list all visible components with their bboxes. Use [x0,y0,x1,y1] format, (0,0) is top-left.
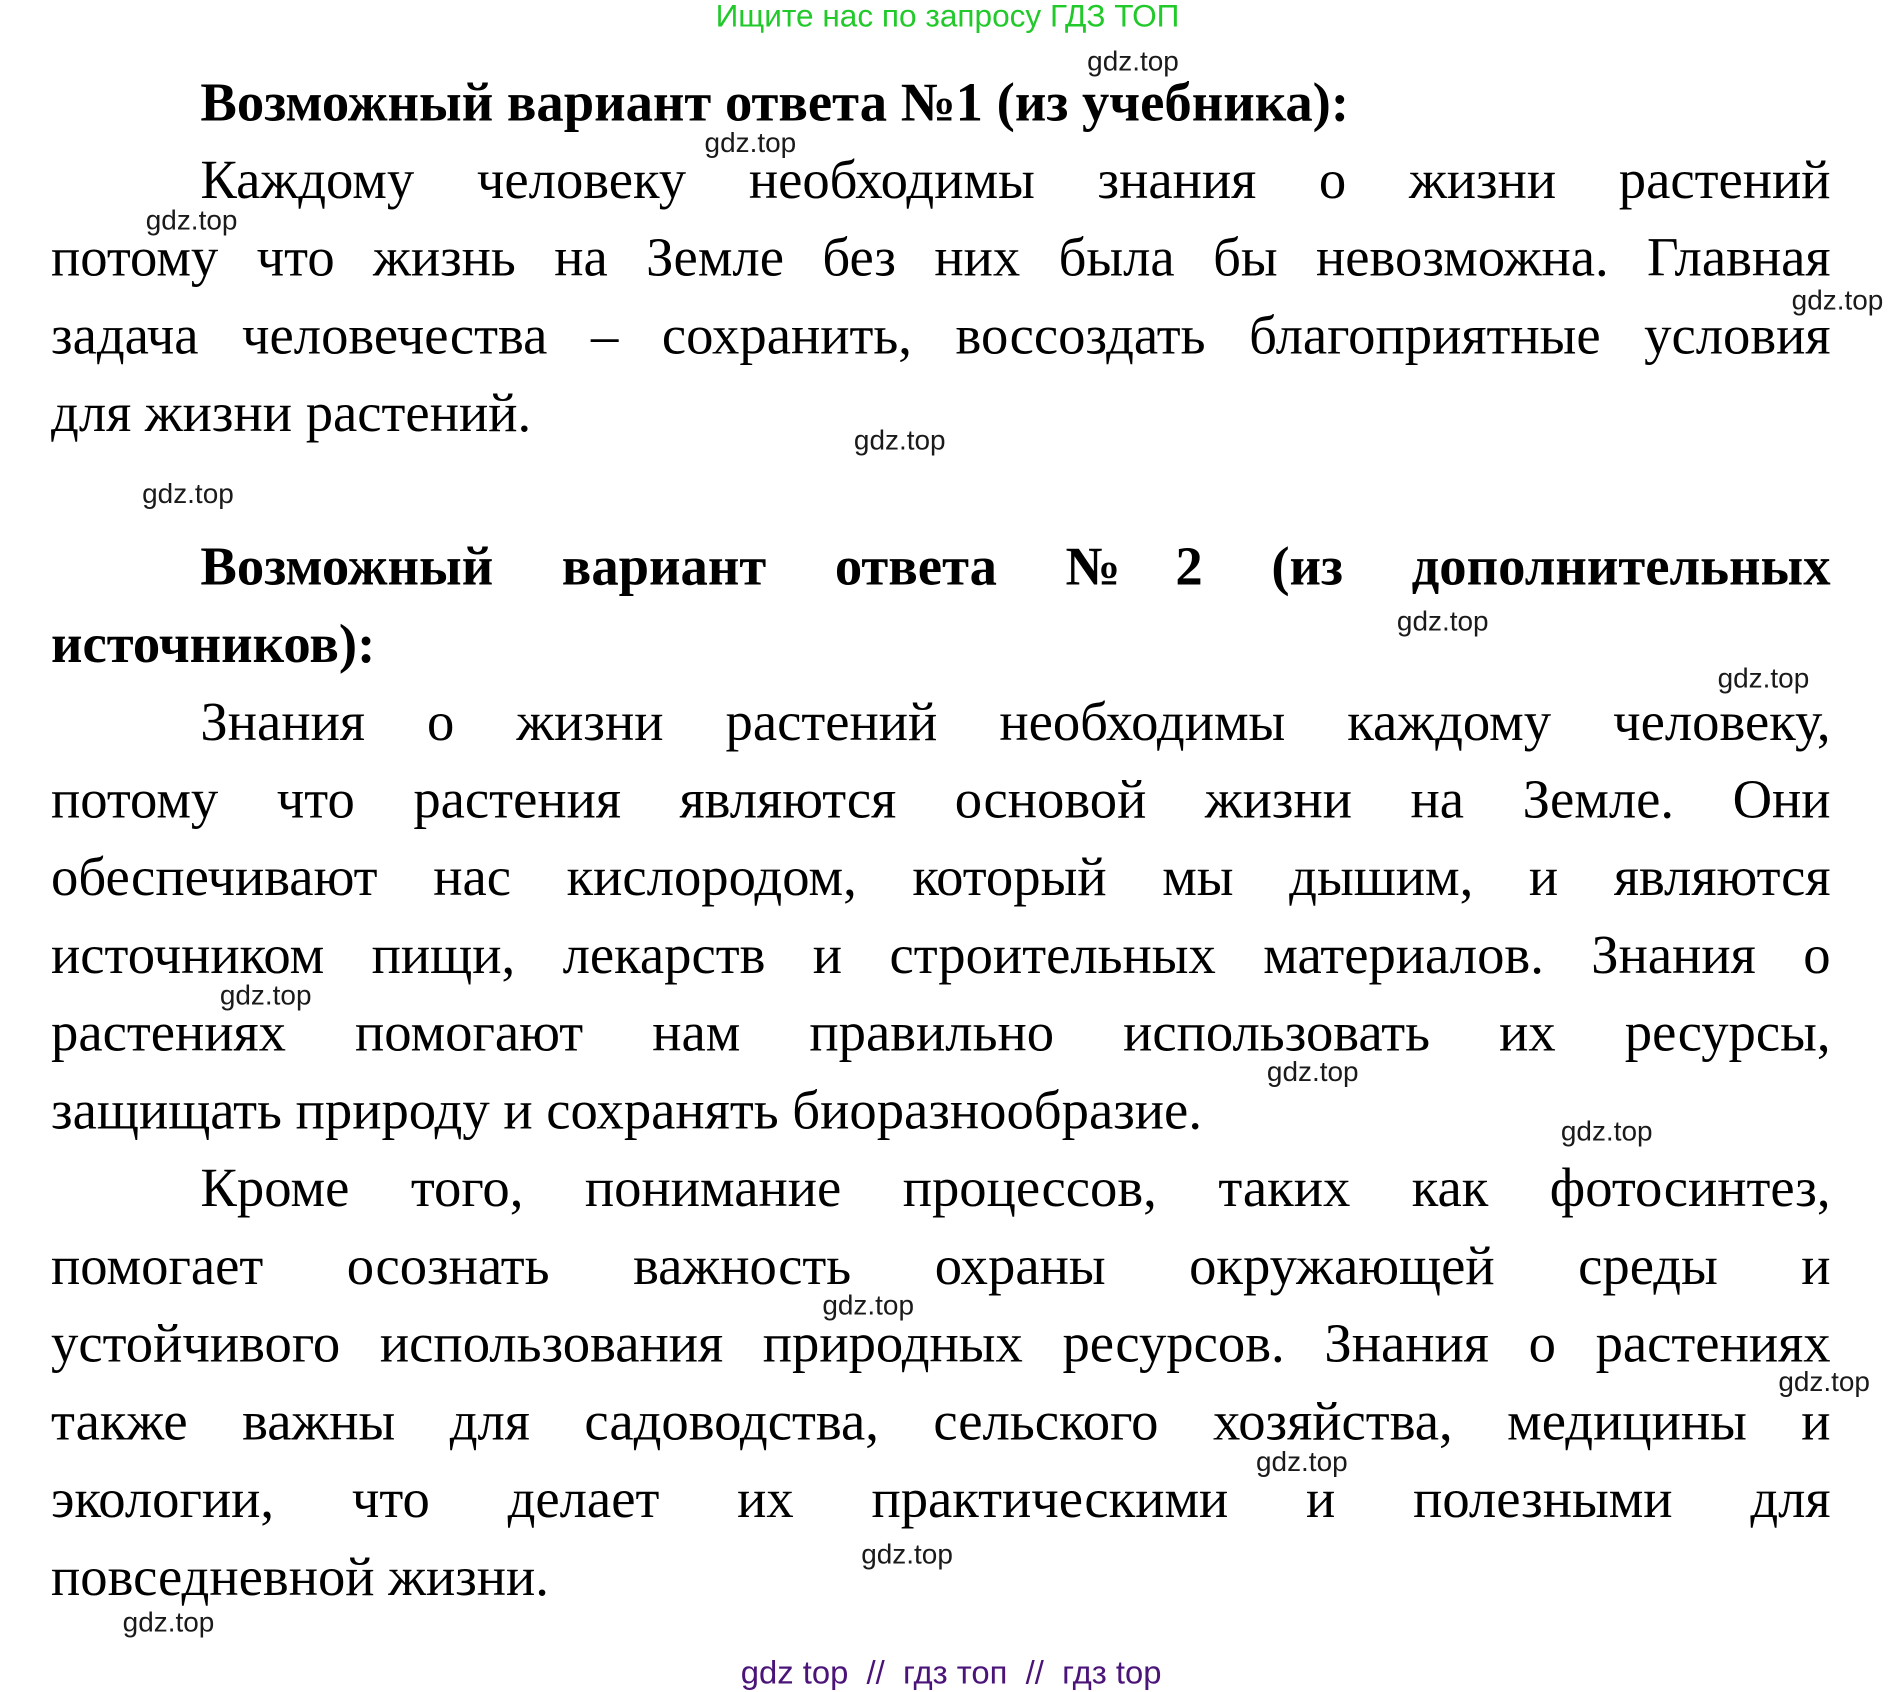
watermark: gdz.top [822,1288,915,1321]
answer2-p1-line: Знания о жизни растений необходимы каждому человеку, [200,691,1831,752]
watermark: gdz.top [122,1605,215,1638]
watermark: gdz.top [219,979,312,1011]
watermark: gdz.top [1717,662,1810,694]
answer2-p2-line: устойчивого использования природных ресурсов. Знания о растениях [51,1313,1831,1374]
answer2-p2-line: также важны для садоводства, сельского хозяйства, медицины и [51,1390,1831,1452]
watermark: gdz.top [861,1537,953,1570]
watermark: gdz.top [145,204,238,236]
answer2-p2-line: экологии, что делает их практическими и полезными для [51,1468,1831,1530]
answer2-p1-line: потому что растения являются основой жизни на Земле. Они [51,768,1831,830]
watermark: gdz.top [1396,604,1489,637]
watermark: gdz.top [704,126,797,158]
answer1-line: Каждому человеку необходимы знания о жизни растений [200,149,1831,211]
answer1-line: задача человечества – сохранить, воссоздать благоприятные условия [51,304,1831,366]
answer2-p2-line: Кроме того, понимание процессов, таких как фотосинтез, [200,1157,1831,1219]
search-banner: Ищите нас по запросу ГДЗ ТОП [715,0,1180,35]
watermark: gdz.top [1087,44,1179,77]
answer2-p1-line: обеспечивают нас кислородом, который мы дышим, и являются [51,846,1831,908]
watermark: gdz.top [142,477,234,509]
answer2-p1-line: растениях помогают нам правильно использовать их ресурсы, [51,1002,1831,1063]
answer1-line: для жизни растений. [51,382,532,444]
watermark: gdz.top [1255,1445,1348,1478]
answer2-p2-line: повседневной жизни. [51,1546,549,1608]
watermark: gdz.top [853,423,946,456]
answer2-heading: Возможный вариант ответа №2 (из дополнительных [200,535,1831,597]
watermark: gdz.top [1791,284,1884,316]
answer2-heading-cont: источников): [51,613,376,675]
watermark: gdz.top [1778,1365,1870,1397]
answer2-p2-line: помогает осознать важность охраны окружающей среды и [51,1235,1831,1297]
footer-links: gdz top // гдз топ // гдз top [740,1654,1162,1691]
answer1-heading: Возможный вариант ответа №1 (из учебника): [200,71,1350,133]
answer2-p1-line: источником пищи, лекарств и строительных материалов. Знания о [51,924,1831,986]
answer1-line: потому что жизнь на Земле без них была бы невозможна. Главная [51,227,1831,288]
watermark: gdz.top [1560,1115,1653,1147]
answer2-p1-line: защищать природу и сохранять биоразнообразие. [51,1079,1202,1141]
watermark: gdz.top [1266,1055,1359,1088]
